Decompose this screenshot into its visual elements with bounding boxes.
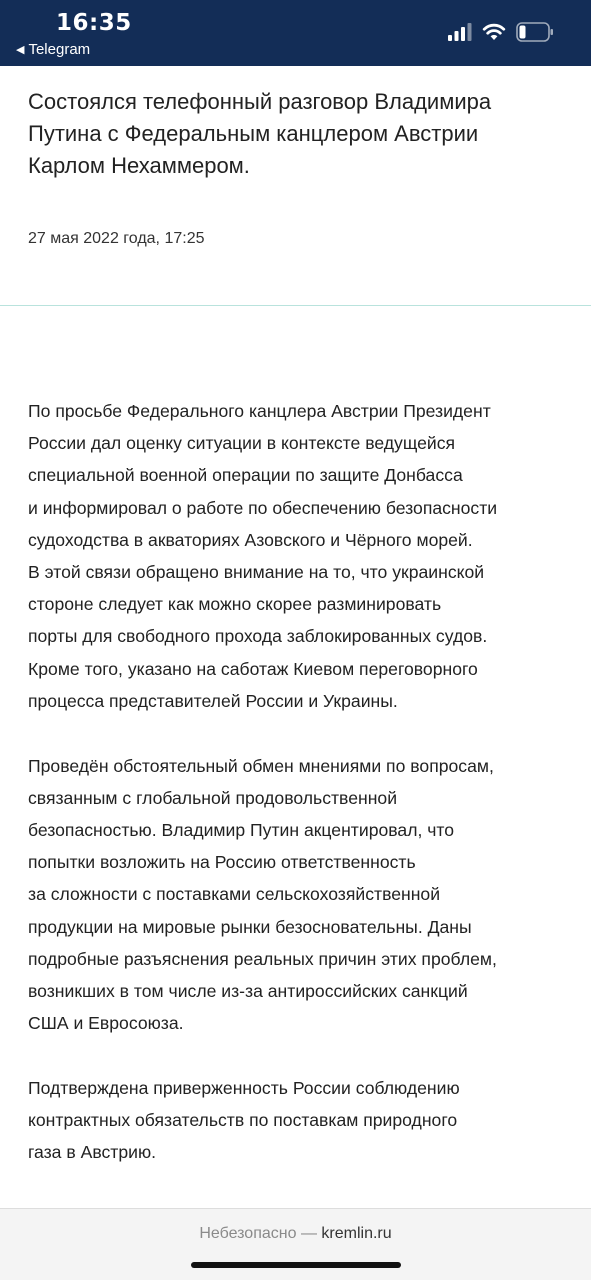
body-line: стороне следует как можно скорее разминировать bbox=[28, 594, 442, 615]
body-line: попытки возложить на Россию ответственность bbox=[28, 852, 416, 873]
body-line: возникших в том числе из-за антироссийских санкций bbox=[28, 980, 468, 1001]
body-line: Подтверждена приверженность России соблюдению bbox=[28, 1077, 460, 1098]
domain-label: kremlin.ru bbox=[321, 1225, 392, 1242]
wifi-icon bbox=[482, 21, 506, 41]
title-line: Путина с Федеральным канцлером Австрии bbox=[28, 121, 479, 146]
body-line: Кроме того, указано на саботаж Киевом переговорного bbox=[28, 658, 478, 679]
body-line: продукции на мировые рынки безосновательны. Даны bbox=[28, 916, 472, 937]
body-line: связанным с глобальной продовольственной bbox=[28, 787, 398, 808]
security-label: Небезопасно — bbox=[199, 1225, 317, 1242]
body-line: Проведён обстоятельный обмен мнениями по вопросам, bbox=[28, 755, 494, 776]
paragraph-3 bbox=[28, 1072, 576, 1169]
body-line: процесса представителей России и Украины. bbox=[28, 690, 398, 711]
body-line: безопасностью. Владимир Путин акцентировал, что bbox=[28, 819, 455, 840]
paragraph-2 bbox=[28, 750, 576, 1040]
body-line: В этой связи обращено внимание на то, что украинской bbox=[28, 562, 485, 583]
address-text[interactable] bbox=[0, 1225, 591, 1243]
status-time: 16:35 bbox=[56, 10, 132, 36]
paragraph-1 bbox=[28, 395, 576, 717]
article-title bbox=[28, 86, 568, 182]
battery-icon bbox=[516, 22, 554, 42]
title-line: Состоялся телефонный разговор Владимира bbox=[28, 89, 492, 114]
body-line: подробные разъяснения реальных причин этих проблем, bbox=[28, 948, 497, 969]
browser-address-bar[interactable] bbox=[0, 1208, 591, 1280]
title-line: Карлом Нехаммером. bbox=[28, 153, 250, 178]
status-bar bbox=[0, 0, 591, 66]
home-indicator[interactable] bbox=[191, 1262, 401, 1268]
body-line: контрактных обязательств по поставкам природного bbox=[28, 1110, 458, 1131]
back-label: Telegram bbox=[28, 41, 91, 58]
body-line: специальной военной операции по защите Донбасса bbox=[28, 465, 463, 486]
body-line: России дал оценку ситуации в контексте ведущейся bbox=[28, 433, 456, 454]
article-date: 27 мая 2022 года, 17:25 bbox=[28, 230, 205, 247]
body-line: По просьбе Федерального канцлера Австрии Президент bbox=[28, 401, 491, 421]
body-line: порты для свободного прохода заблокированных судов. bbox=[28, 626, 488, 647]
body-line: и информировал о работе по обеспечению безопасности bbox=[28, 497, 498, 518]
back-arrow-icon: ◀ bbox=[16, 44, 25, 56]
section-divider bbox=[0, 305, 591, 306]
article-body bbox=[28, 395, 576, 1201]
back-to-telegram-link[interactable] bbox=[16, 41, 90, 58]
body-line: судоходства в акваториях Азовского и Чёрного морей. bbox=[28, 529, 473, 550]
body-line: газа в Австрию. bbox=[28, 1142, 157, 1163]
body-line: США и Евросоюза. bbox=[28, 1013, 184, 1034]
body-line: за сложности с поставками сельскохозяйственной bbox=[28, 884, 441, 905]
cellular-signal-icon bbox=[448, 23, 472, 41]
